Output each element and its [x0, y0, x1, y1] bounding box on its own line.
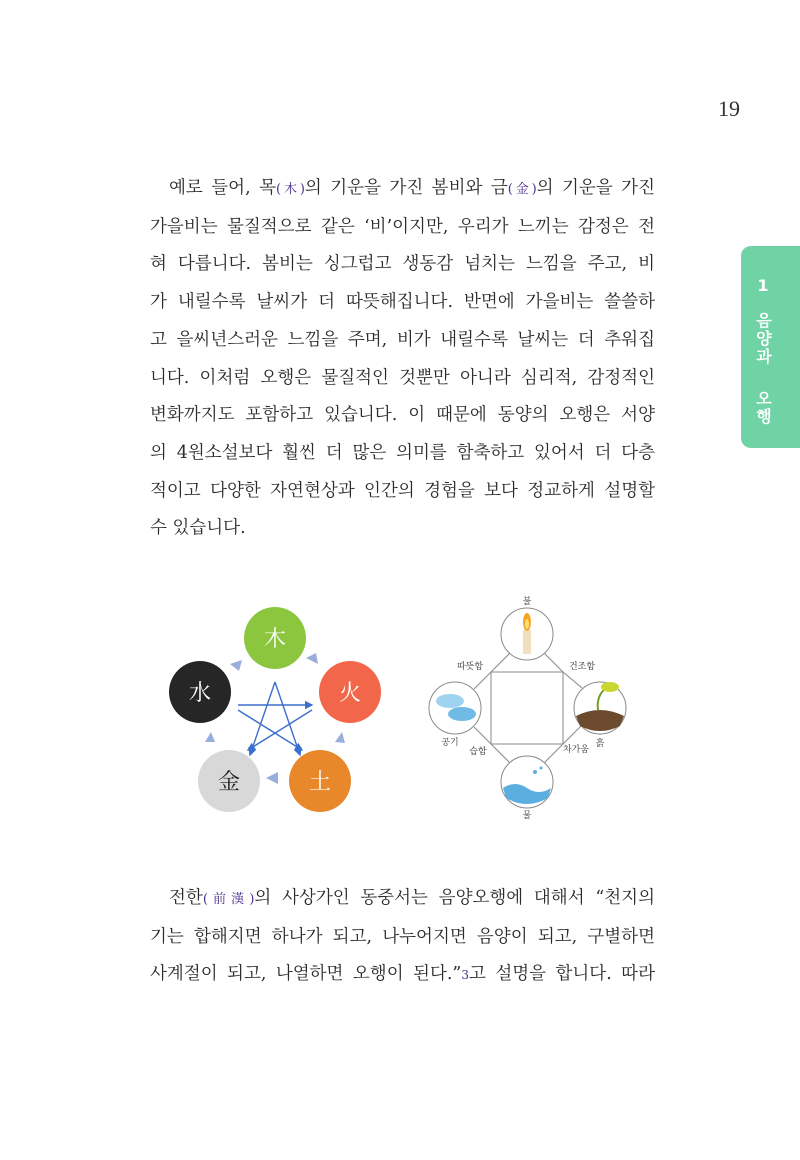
hanja-annotation: (前漢): [202, 892, 255, 907]
fire-element: [319, 661, 381, 723]
five-elements-diagram: [160, 600, 390, 820]
star-line: [275, 682, 300, 755]
text-line: [150, 880, 655, 919]
text-line: [150, 956, 655, 995]
metal-element: [198, 750, 260, 812]
text-line: [150, 170, 655, 209]
body-paragraph-1: [150, 170, 655, 548]
chapter-side-tab[interactable]: [741, 246, 800, 448]
diamond-line: [491, 651, 512, 672]
chapter-title-part2: 오행: [753, 390, 773, 426]
text-line: 변화까지도 포함하고 있습니다. 이 때문에 동양의 오행은 서양: [150, 405, 655, 426]
footnote-ref[interactable]: 3: [461, 968, 469, 983]
diamond-line: [474, 727, 491, 744]
fire-label: 火: [338, 681, 362, 706]
text-run: 전한: [169, 888, 203, 908]
metal-label: 金: [217, 770, 241, 795]
fire-node: [501, 595, 553, 660]
wet-label: 습함: [469, 747, 487, 757]
hanja-text: 木: [281, 182, 300, 197]
overcoming-star: [238, 682, 312, 755]
text-line: 수 있습니다.: [150, 518, 246, 539]
earth-label: 土: [308, 770, 332, 795]
air-node: [429, 682, 481, 748]
text-run: 의 사상가인 동중서는 음양오행에 대해서 “천지의: [254, 888, 655, 908]
text-line: 가을비는 물질적으로 같은 ‘비’이지만, 우리가 느끼는 감정은 전: [150, 216, 655, 237]
candle-icon: [523, 630, 531, 654]
water-label: 물: [522, 811, 532, 821]
text-line: 니다. 이처럼 오행은 물질적인 것뿐만 아니라 심리적, 감정적인: [150, 367, 655, 388]
dry-label: 건조함: [568, 662, 596, 672]
text-line: 기는 합해지면 하나가 되고, 나누어지면 음양이 되고, 구별하면: [150, 926, 655, 947]
cycle-arrow: [335, 732, 345, 743]
text-line: 적이고 다양한 자연현상과 인간의 경험을 보다 정교하게 설명할: [150, 480, 655, 501]
text-line: 혀 다릅니다. 봄비는 싱그럽고 생동감 넘치는 느낌을 주고, 비: [150, 254, 655, 275]
chapter-title-part1: 음양과: [753, 312, 773, 366]
diamond-line: [542, 744, 563, 765]
four-elements-svg: [420, 592, 640, 824]
text-run: 고 설명을 합니다. 따라: [469, 964, 655, 985]
diamond-line: [542, 651, 563, 672]
chapter-number: 1: [757, 276, 769, 295]
diamond-line: [474, 672, 491, 689]
center-square: [491, 672, 563, 744]
star-line: [250, 682, 275, 755]
page-number: 19: [718, 96, 740, 121]
wood-element: [244, 607, 306, 669]
wood-label: 木: [263, 627, 287, 652]
fire-label: 불: [522, 597, 532, 607]
hanja-text: 金: [512, 182, 532, 197]
earth-node: [574, 682, 626, 749]
text-run: 의 기운을 가진 봄비와 금: [304, 178, 508, 198]
four-elements-diagram: [420, 592, 640, 824]
cycle-arrow: [205, 732, 215, 742]
chapter-title: [741, 312, 785, 426]
hot-label: 따뜻함: [456, 662, 484, 672]
star-line: [238, 710, 302, 750]
cycle-arrow: [266, 772, 278, 784]
text-line: 가 내릴수록 날씨가 더 따뜻해집니다. 반면에 가을비는 쓸쓸하: [150, 292, 655, 313]
cycle-arrow: [230, 660, 242, 671]
cycle-arrow: [306, 653, 318, 664]
cold-label: 차가움: [562, 745, 590, 755]
earth-label: 흙: [595, 739, 605, 749]
cloud-icon: [448, 707, 476, 721]
water-element: [169, 661, 231, 723]
text-run: 예로 들어, 목: [169, 178, 276, 198]
diamond-line: [563, 725, 582, 744]
cloud-icon: [436, 694, 464, 708]
water-node: [501, 756, 553, 821]
text-run: 의 기운을 가진: [536, 178, 655, 198]
water-label: 水: [188, 681, 212, 706]
text-run: 사계절이 되고, 나열하면 오행이 된다.”: [150, 964, 462, 985]
hanja-text: 前漢: [207, 892, 250, 907]
air-label: 공기: [441, 738, 459, 748]
text-line: 의 4원소설보다 훨씬 더 많은 의미를 함축하고 있어서 더 다층: [150, 442, 655, 463]
five-elements-svg: [160, 600, 390, 820]
earth-element: [289, 750, 351, 812]
diamond-line: [563, 672, 582, 688]
body-paragraph-2: [150, 880, 655, 995]
hanja-annotation: (金): [507, 182, 537, 197]
star-line: [248, 710, 312, 750]
diamond-line: [491, 744, 512, 765]
hanja-annotation: (木): [275, 182, 305, 197]
text-line: 고 을씨년스러운 느낌을 주며, 비가 내릴수록 날씨는 더 추워집: [150, 329, 655, 350]
